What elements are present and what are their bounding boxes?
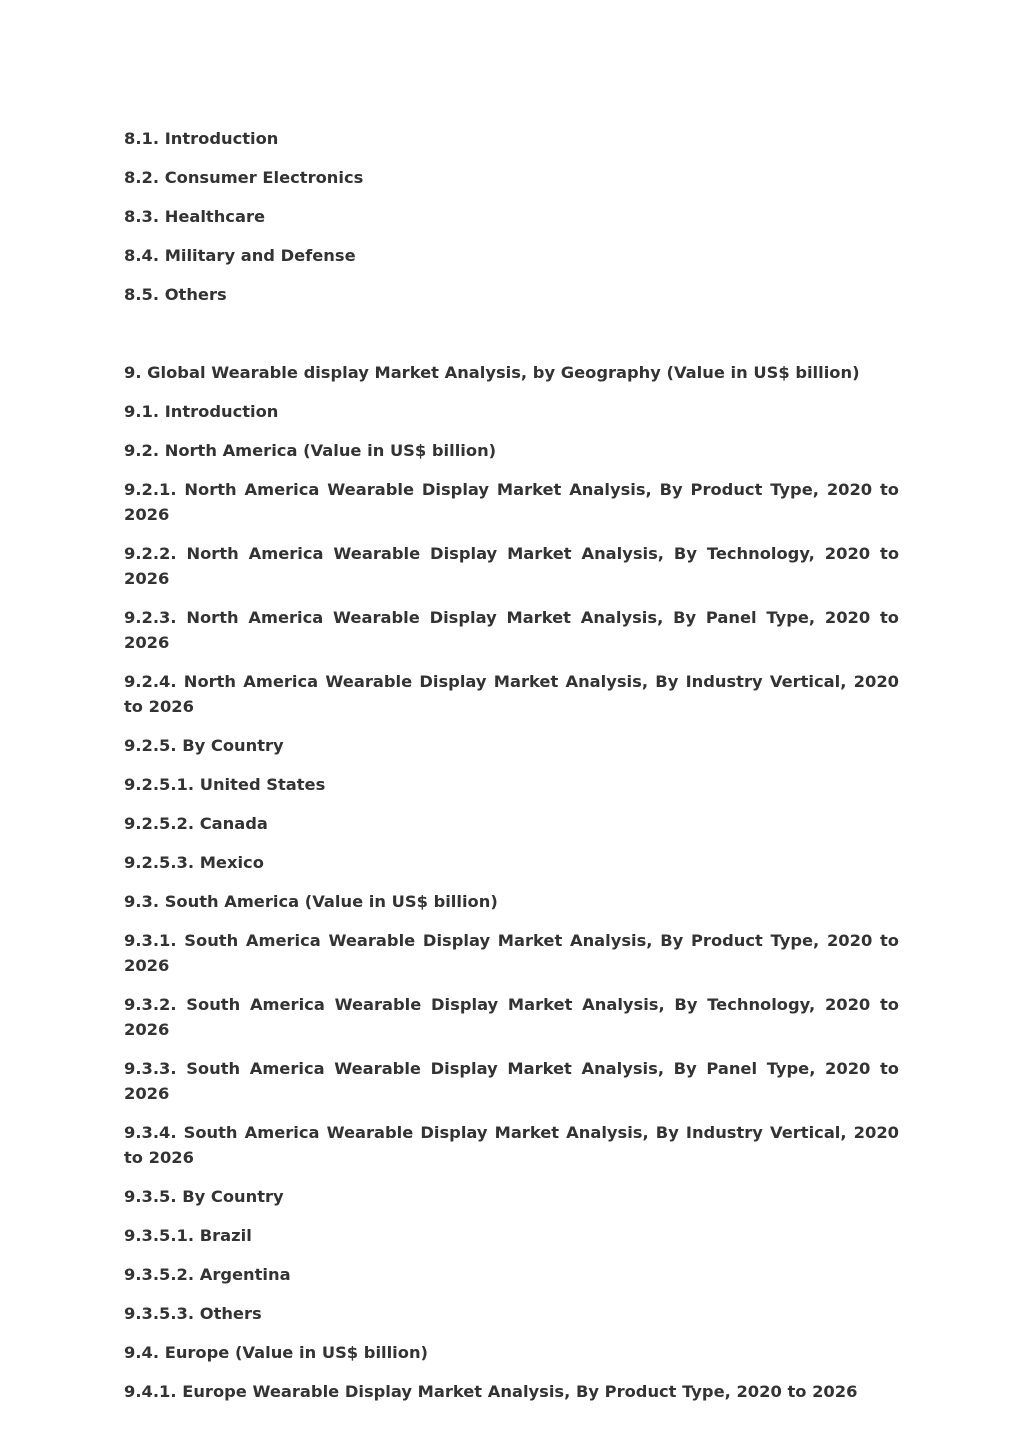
toc-entry-9-4-1: 9.4.1. Europe Wearable Display Market Analysis, By Product Type, 2020 to 2026 [124,1382,858,1401]
toc-entry-8-1: 8.1. Introduction [124,129,279,148]
toc-page [124,126,899,1418]
toc-entry-9-2-3: 9.2.3. North America Wearable Display Market Analysis, By Panel Type, 2020 to 2026 [124,608,899,652]
toc-entry-9-3-5-2: 9.3.5.2. Argentina [124,1265,291,1284]
toc-entry-8-2: 8.2. Consumer Electronics [124,168,364,187]
toc-entry-9-3-2: 9.3.2. South America Wearable Display Market Analysis, By Technology, 2020 to 2026 [124,995,899,1039]
toc-entry-9-2-5-1: 9.2.5.1. United States [124,775,326,794]
toc-entry-9-2-4: 9.2.4. North America Wearable Display Market Analysis, By Industry Vertical, 2020 to 2026 [124,672,899,716]
toc-entry-9-2-5-2: 9.2.5.2. Canada [124,814,268,833]
toc-entry-9-3-1: 9.3.1. South America Wearable Display Market Analysis, By Product Type, 2020 to 2026 [124,931,899,975]
toc-entry-9-3-5: 9.3.5. By Country [124,1187,284,1206]
toc-entry-8-3: 8.3. Healthcare [124,207,266,226]
toc-entry-9-2: 9.2. North America (Value in US$ billion) [124,441,497,460]
toc-entry-9-4: 9.4. Europe (Value in US$ billion) [124,1343,428,1362]
toc-entry-9-3-4: 9.3.4. South America Wearable Display Market Analysis, By Industry Vertical, 2020 to 2026 [124,1123,899,1167]
toc-entry-9-3-5-1: 9.3.5.1. Brazil [124,1226,252,1245]
toc-entry-9-2-2: 9.2.2. North America Wearable Display Market Analysis, By Technology, 2020 to 2026 [124,544,899,588]
toc-entry-8-4: 8.4. Military and Defense [124,246,356,265]
toc-entry-8-5: 8.5. Others [124,285,227,304]
toc-entry-9: 9. Global Wearable display Market Analysis, by Geography (Value in US$ billion) [124,363,860,382]
toc-entry-9-2-1: 9.2.1. North America Wearable Display Market Analysis, By Product Type, 2020 to 2026 [124,480,899,524]
toc-entry-9-3-5-3: 9.3.5.3. Others [124,1304,262,1323]
toc-entry-9-3-3: 9.3.3. South America Wearable Display Market Analysis, By Panel Type, 2020 to 2026 [124,1059,899,1103]
toc-entry-9-2-5-3: 9.2.5.3. Mexico [124,853,264,872]
toc-entry-9-2-5: 9.2.5. By Country [124,736,284,755]
toc-entry-9-3: 9.3. South America (Value in US$ billion) [124,892,498,911]
toc-entry-9-1: 9.1. Introduction [124,402,279,421]
